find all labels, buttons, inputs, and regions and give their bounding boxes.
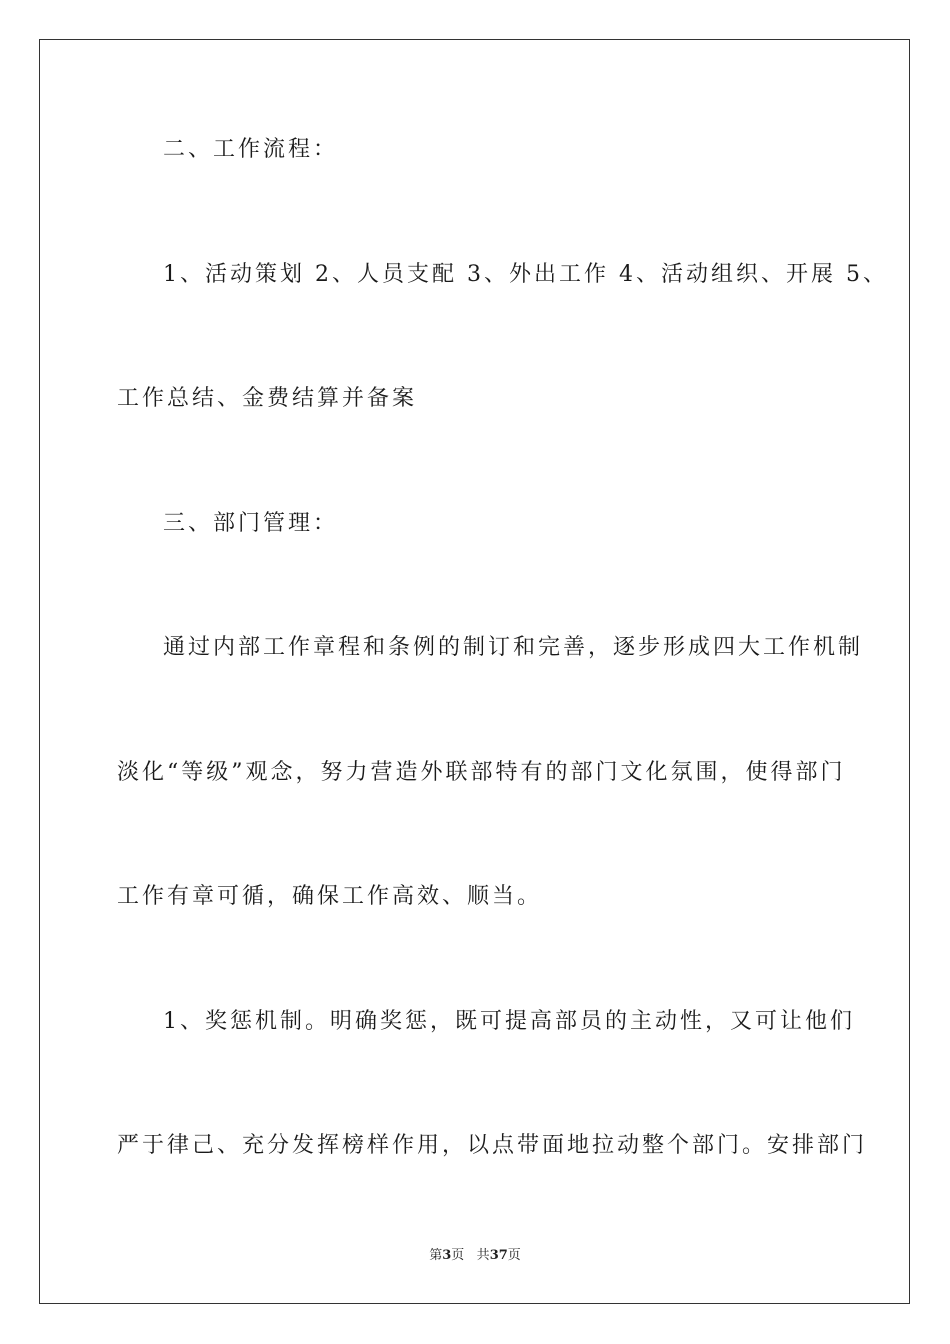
page-border: [39, 39, 910, 1304]
footer-total-pages: 37: [489, 1248, 508, 1263]
footer-page-prefix: 第: [429, 1248, 443, 1263]
paragraph-line: 严于律己、充分发挥榜样作用，以点带面地拉动整个部门。安排部门: [117, 1133, 868, 1158]
footer-page-number: 3: [442, 1248, 452, 1263]
section-heading-workflow: 二、工作流程：: [163, 137, 339, 162]
paragraph-line: 通过内部工作章程和条例的制订和完善，逐步形成四大工作机制: [163, 635, 864, 660]
page-footer: [0, 1247, 950, 1265]
paragraph-line: 1、活动策划 2、人员支配 3、外出工作 4、活动组织、开展 5、: [163, 262, 888, 287]
paragraph-line: 淡化“等级”观念，努力营造外联部特有的部门文化氛围，使得部门: [117, 760, 846, 785]
footer-page-suffix: 页: [451, 1248, 465, 1263]
paragraph-line: 工作有章可循，确保工作高效、顺当。: [117, 884, 543, 909]
footer-total-suffix: 页: [507, 1248, 521, 1263]
section-heading-management: 三、部门管理：: [163, 511, 339, 536]
paragraph-line: 1、奖惩机制。明确奖惩，既可提高部员的主动性，又可让他们: [163, 1009, 855, 1034]
paragraph-line: 工作总结、金费结算并备案: [117, 386, 418, 411]
footer-total-prefix: 共: [476, 1248, 490, 1263]
